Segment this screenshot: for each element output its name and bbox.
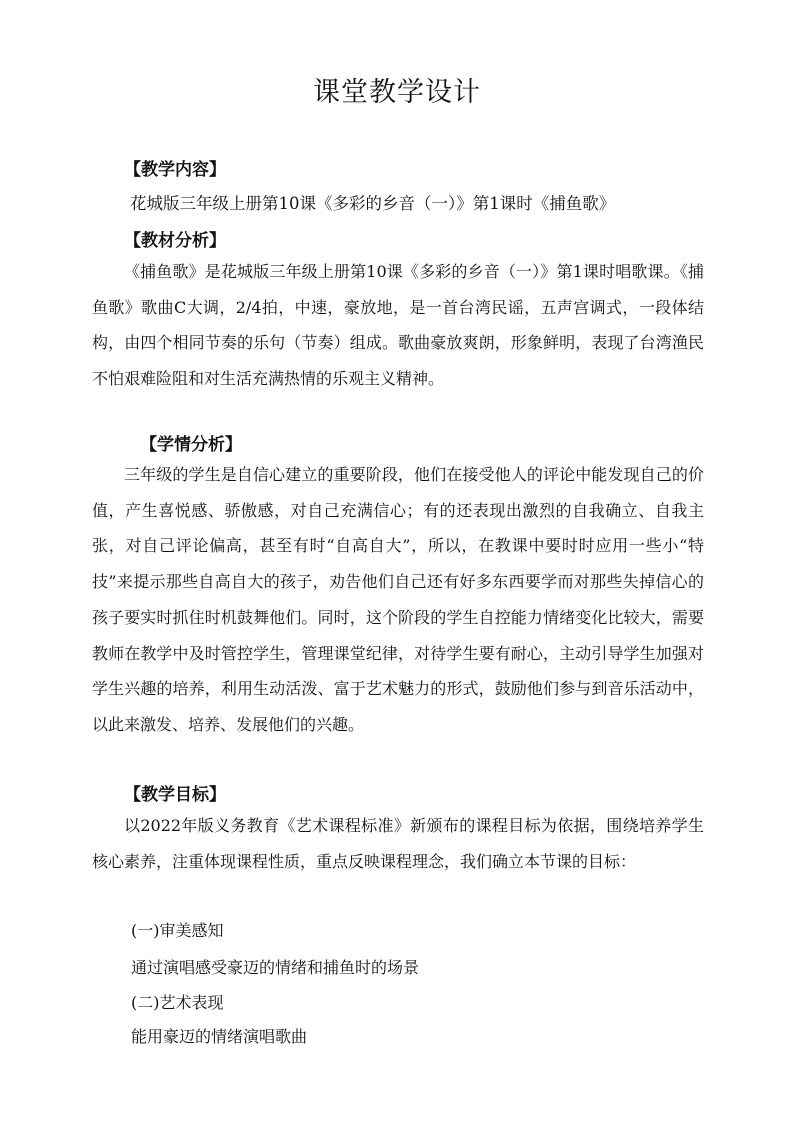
section-heading-material: 【教材分析】 (124, 231, 226, 251)
section-heading-students: 【学情分析】 (140, 435, 242, 455)
section-heading-content: 【教学内容】 (124, 160, 226, 180)
section-heading-goals: 【教学目标】 (124, 785, 226, 805)
goal-item-label: (二)艺术表现 (131, 993, 224, 1012)
goal-item-label: (一)审美感知 (131, 921, 224, 940)
goal-item-detail: 能用豪迈的情绪演唱歌曲 (131, 1027, 308, 1046)
content-text: 花城版三年级上册第10课《多彩的乡音（一）》第1课时《捕鱼歌》 (130, 194, 616, 213)
material-paragraph: 《捕鱼歌》是花城版三年级上册第10课《多彩的乡音（一）》第1课时唱歌课。《捕鱼歌》歌曲C大调，2/4拍，中速，豪放地，是一首台湾民谣，五声宫调式，一段体结构，由四个相同节奏的乐句（节奏）组成。歌曲豪放爽朗，形象鲜明，表现了台湾渔民不怕艰难险阻和对生活充满热情的乐观主义精神。 (92, 262, 704, 389)
goals-paragraph: 以2022年版义务教育《艺术课程标准》新颁布的课程目标为依据，围绕培养学生核心素养，注重体现课程性质，重点反映课程理念，我们确立本节课的目标： (92, 816, 704, 871)
page-title: 课堂教学设计 (313, 77, 481, 108)
students-paragraph: 三年级的学生是自信心建立的重要阶段，他们在接受他人的评论中能发现自己的价值，产生喜悦感、骄傲感，对自己充满信心；有的还表现出激烈的自我确立、自我主张，对自己评论偏高，甚至有时“自高自大”，所以，在教课中要时时应用一些小“特技”来提示那些自高自大的孩子，劝告他们自己还有好多东西要学而对那些失掉信心的孩子要实时抓住时机鼓舞他们。同时，这个阶段的学生自控能力情绪变化比较大，需要教师在教学中及时管控学生，管理课堂纪律，对待学生要有耐心，主动引导学生加强对学生兴趣的培养，利用生动活泼、富于艺术魅力的形式，鼓励他们参与到音乐活动中，以此来激发、培养、发展他们的兴趣。 (92, 465, 704, 734)
goal-item-detail: 通过演唱感受豪迈的情绪和捕鱼时的场景 (131, 958, 420, 977)
